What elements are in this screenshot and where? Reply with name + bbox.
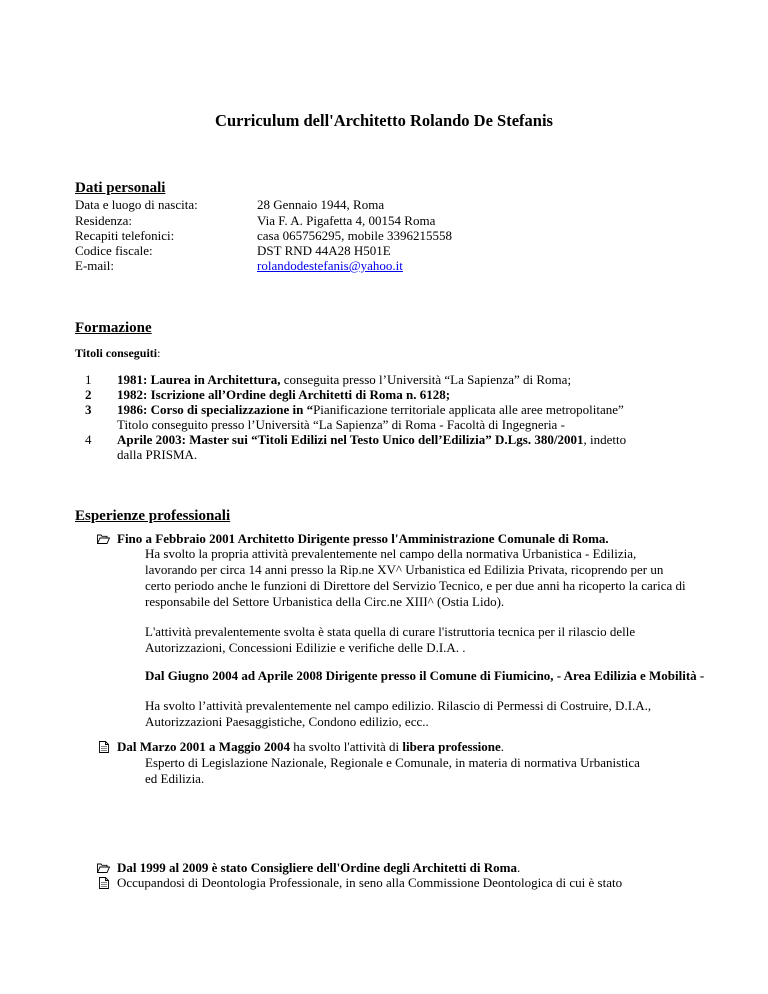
experience-2-body: Esperto di Legislazione Nazionale, Regionale e Comunale, in materia di normativa Urbanistica ed Edilizia.	[145, 755, 640, 786]
education-item-1: 1981: Laurea in Architettura, conseguita presso l’Università “La Sapienza” di Roma;	[117, 372, 572, 387]
experience-4-text: Occupandosi di Deontologia Professionale, in seno alla Commissione Deontologica di cui è stato	[117, 875, 623, 890]
education-item-4-line2: dalla PRISMA.	[117, 447, 198, 462]
experience-3-title: Dal 1999 al 2009 è stato Consigliere dell'Ordine degli Architetti di Roma.	[117, 860, 521, 875]
value-phone: casa 065756295, mobile 3396215558	[257, 228, 452, 243]
value-tax-code: DST RND 44A28 H501E	[257, 243, 391, 258]
experience-heading: Esperienze professionali	[75, 508, 231, 524]
label-residence: Residenza:	[75, 213, 133, 228]
list-number: 4	[85, 432, 92, 447]
experience-1-title: Fino a Febbraio 2001 Architetto Dirigente presso l'Amministrazione Comunale di Roma.	[117, 531, 609, 546]
education-item-3: 1986: Corso di specializzazione in “Pianificazione territoriale applicata alle aree metropolitane”	[117, 402, 624, 417]
label-email: E-mail:	[75, 258, 114, 273]
experience-1-paragraph-2: L'attività prevalentemente svolta è stata quella di curare l'istruttoria tecnica per il rilascio delle Autorizzazioni, Concessioni Edilizie e verifiche delle D.I.A. .	[145, 624, 636, 655]
education-item-2: 1982: Iscrizione all’Ordine degli Architetti di Roma n. 6128;	[117, 387, 451, 402]
education-item-4: Aprile 2003: Master sui “Titoli Edilizi nel Testo Unico dell’Edilizia” D.Lgs. 380/2001, indetto	[117, 432, 627, 447]
value-residence: Via F. A. Pigafetta 4, 00154 Roma	[257, 213, 436, 228]
personal-heading: Dati personali	[75, 180, 166, 196]
label-phone: Recapiti telefonici:	[75, 228, 175, 243]
education-subheading: Titoli conseguiti:	[75, 346, 161, 360]
list-number: 1	[85, 372, 92, 387]
experience-1-paragraph-1: Ha svolto la propria attività prevalentemente nel campo della normativa Urbanistica - Edilizia, lavorando per circa 14 anni presso la Rip.ne XV^ Urbanistica ed Edilizia Privata, ricoprendo per un certo periodo anche le funzioni di Direttore del Servizio Tecnico, e per due anni ha ricoperto la carica di responsabile del Settore Urbanistica della Circ.ne XIII^ (Ostia Lido).	[145, 546, 686, 609]
label-birth: Data e luogo di nascita:	[75, 197, 198, 212]
document-title: Curriculum dell'Architetto Rolando De Stefanis	[215, 111, 553, 130]
experience-1-paragraph-3-title: Dal Giugno 2004 ad Aprile 2008 Dirigente presso il Comune di Fiumicino, - Area Edilizia e Mobilità -	[145, 668, 705, 683]
list-number: 3	[85, 402, 92, 417]
label-tax-code: Codice fiscale:	[75, 243, 153, 258]
folder-open-icon	[97, 862, 110, 874]
document-icon	[98, 741, 111, 753]
value-birth: 28 Gennaio 1944, Roma	[257, 197, 385, 212]
education-heading: Formazione	[75, 320, 152, 336]
experience-2-title: Dal Marzo 2001 a Maggio 2004 ha svolto l'attività di libera professione.	[117, 739, 505, 754]
education-item-3-line2: Titolo conseguito presso l’Università “La Sapienza” di Roma - Facoltà di Ingegneria -	[117, 417, 565, 432]
document-icon	[98, 877, 111, 889]
folder-open-icon	[97, 533, 110, 545]
experience-1-paragraph-3-body: Ha svolto l’attività prevalentemente nel campo edilizio. Rilascio di Permessi di Costruire, D.I.A., Autorizzazioni Paesaggistiche, Condono edilizio, ecc..	[145, 698, 652, 729]
email-link[interactable]: rolandodestefanis@yahoo.it	[257, 258, 403, 273]
list-number: 2	[85, 387, 92, 402]
